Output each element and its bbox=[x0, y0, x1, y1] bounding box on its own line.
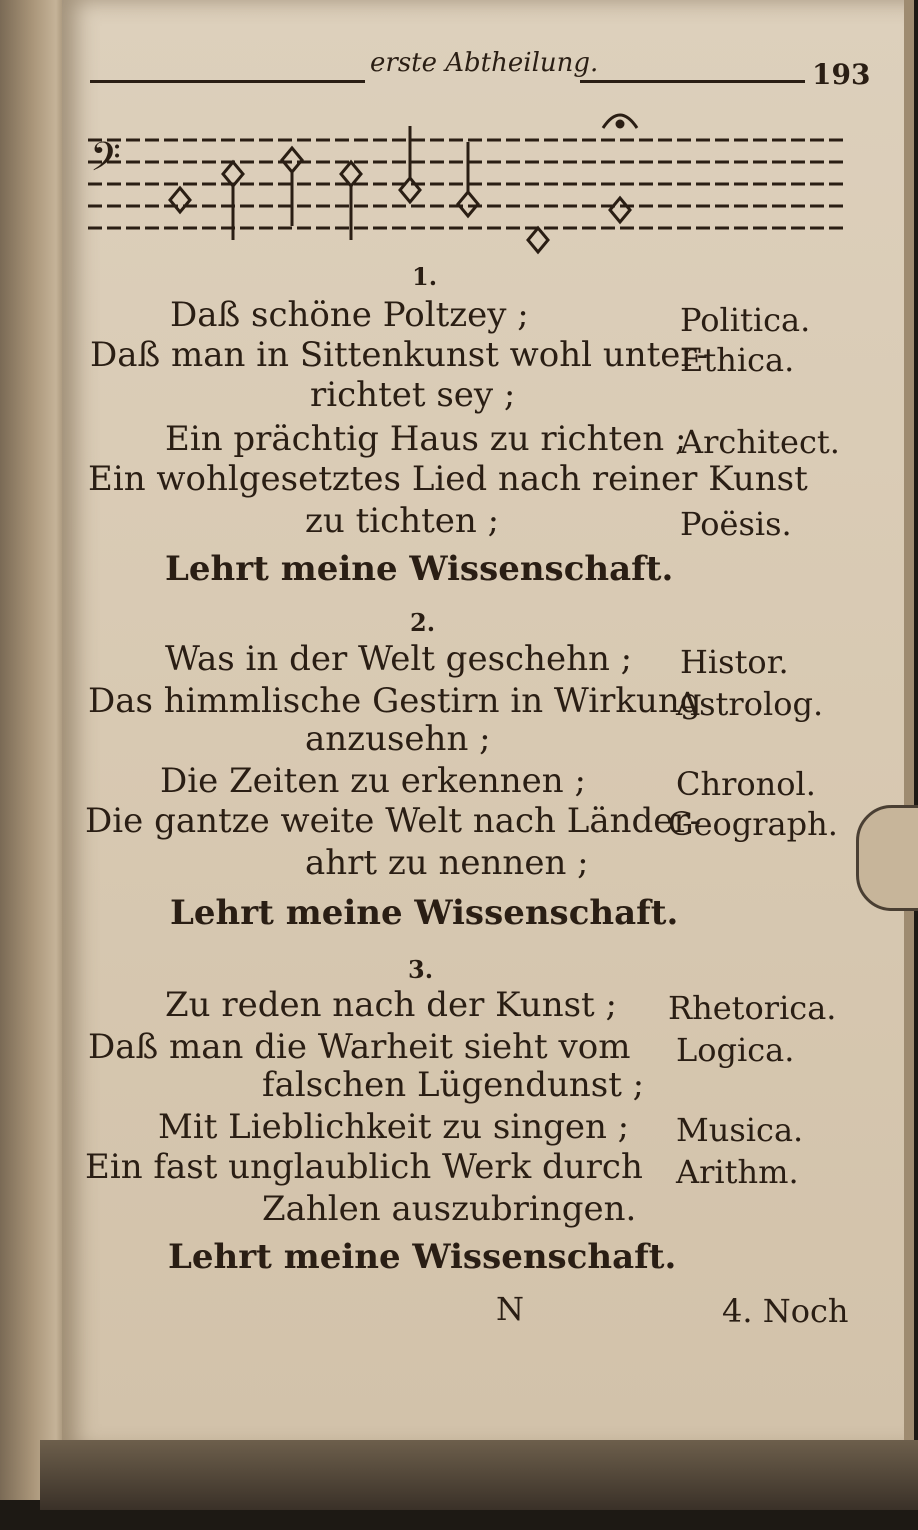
header-rule-left bbox=[90, 80, 365, 83]
stanza-2-line-3: anzusehn ; bbox=[305, 719, 491, 759]
stanza-3-line-5: Ein fast unglaublich Werk durch bbox=[85, 1147, 643, 1187]
page-tab bbox=[856, 805, 918, 911]
stanza-3-line-3: falschen Lügendunst ; bbox=[262, 1065, 645, 1105]
stanza-2-line-4: Die Zeiten zu erkennen ; bbox=[160, 761, 586, 801]
stanza-3-refrain: Lehrt meine Wissenschaft. bbox=[168, 1237, 677, 1277]
stanza-3-margin-4: Arithm. bbox=[676, 1153, 799, 1191]
stanza-2-margin-4: Geograph. bbox=[668, 805, 838, 843]
signature-mark: N bbox=[496, 1290, 524, 1328]
stanza-1-margin-2: Ethica. bbox=[680, 341, 795, 379]
page-edge bbox=[904, 0, 914, 1450]
stanza-1-line-1: Daß schöne Poltzey ; bbox=[170, 295, 529, 335]
page-number: 193 bbox=[812, 58, 871, 91]
stanza-2-margin-1: Histor. bbox=[680, 643, 789, 681]
stanza-1-margin-1: Politica. bbox=[680, 301, 811, 339]
stanza-3-line-6: Zahlen auszubringen. bbox=[262, 1189, 637, 1229]
music-staff bbox=[88, 100, 850, 270]
stanza-1-margin-4: Poësis. bbox=[680, 505, 792, 543]
book-bottom-edge bbox=[40, 1440, 918, 1510]
stanza-1-number: 1. bbox=[412, 262, 438, 291]
stanza-1-line-5: Ein wohlgesetztes Lied nach reiner Kunst bbox=[88, 459, 808, 499]
stanza-3-number: 3. bbox=[408, 955, 434, 984]
stanza-1-line-4: Ein prächtig Haus zu richten ; bbox=[165, 419, 687, 459]
stanza-3-margin-3: Musica. bbox=[676, 1111, 804, 1149]
stanza-1-margin-3: Architect. bbox=[680, 423, 840, 461]
stanza-2-line-1: Was in der Welt geschehn ; bbox=[165, 639, 633, 679]
previous-page-edge bbox=[0, 0, 70, 1500]
stanza-2-margin-2: Astrolog. bbox=[676, 685, 824, 723]
stanza-2-refrain: Lehrt meine Wissenschaft. bbox=[170, 893, 679, 933]
bass-clef-icon bbox=[90, 134, 121, 190]
stanza-3-margin-1: Rhetorica. bbox=[668, 989, 837, 1027]
stanza-2-number: 2. bbox=[410, 608, 436, 637]
header-rule-right bbox=[580, 80, 805, 83]
stanza-2-line-6: ahrt zu nennen ; bbox=[305, 843, 589, 883]
stanza-1-refrain: Lehrt meine Wissenschaft. bbox=[165, 549, 674, 589]
stanza-2-margin-3: Chronol. bbox=[676, 765, 816, 803]
stanza-1-line-6: zu tichten ; bbox=[305, 501, 500, 541]
stanza-3-line-2: Daß man die Warheit sieht vom bbox=[88, 1027, 631, 1067]
stanza-1-line-2: Daß man in Sittenkunst wohl unter- bbox=[90, 335, 709, 375]
stanza-1-line-3: richtet sey ; bbox=[310, 375, 516, 415]
stanza-3-line-1: Zu reden nach der Kunst ; bbox=[165, 985, 617, 1025]
stanza-3-margin-2: Logica. bbox=[676, 1031, 795, 1069]
running-title: erste Abtheilung. bbox=[370, 48, 599, 78]
stanza-3-line-4: Mit Lieblichkeit zu singen ; bbox=[158, 1107, 630, 1147]
stanza-2-line-2: Das himmlische Gestirn in Wirkung bbox=[88, 681, 702, 721]
catchword: 4. Noch bbox=[722, 1292, 849, 1330]
svg-text:𝄢: 𝄢 bbox=[90, 134, 121, 190]
stanza-2-line-5: Die gantze weite Welt nach Länder- bbox=[85, 801, 702, 841]
